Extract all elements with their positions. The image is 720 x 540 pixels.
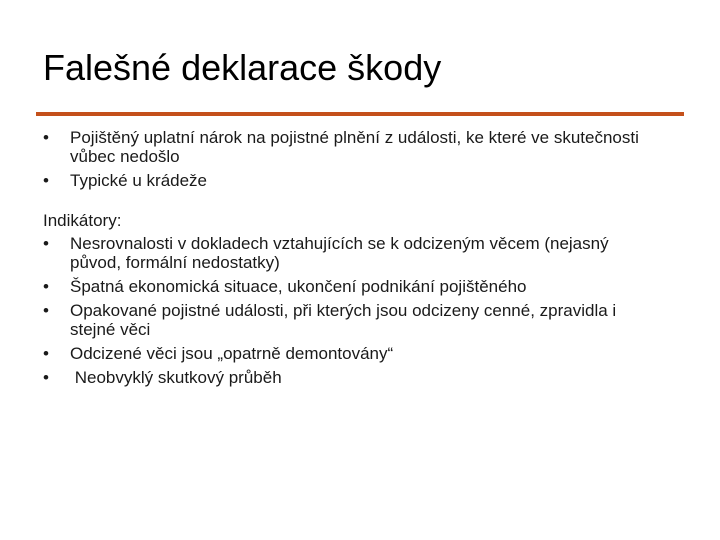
bullet-icon: •	[43, 277, 49, 296]
list-item-text: Opakované pojistné události, při kterých jsou odcizeny cenné, zpravidla i stejné věci	[70, 301, 617, 339]
list-item	[43, 277, 663, 296]
title-divider	[36, 112, 684, 116]
list-item-text: Špatná ekonomická situace, ukončení podnikání pojištěného	[70, 277, 527, 296]
intro-bullet-list	[43, 128, 663, 190]
list-item-text: Odcizené věci jsou „opatrně demontovány“	[70, 344, 394, 363]
slide-title: Falešné deklarace škody	[43, 47, 442, 88]
list-item	[43, 171, 663, 190]
bullet-icon: •	[43, 344, 49, 363]
list-item	[43, 344, 663, 363]
list-item-text: Pojištěný uplatní nárok na pojistné plnění z události, ke které ve skutečnosti vůbec nedošlo	[70, 128, 639, 166]
list-item	[43, 234, 663, 272]
list-item-text: Neobvyklý skutkový průběh	[70, 368, 282, 387]
list-item-text: Nesrovnalosti v dokladech vztahujících se k odcizeným věcem (nejasný původ, formální nedostatky)	[70, 234, 609, 272]
bullet-icon: •	[43, 128, 49, 147]
list-item	[43, 301, 663, 339]
indicators-list	[43, 234, 663, 387]
bullet-icon: •	[43, 234, 49, 253]
list-item	[43, 368, 663, 387]
bullet-icon: •	[43, 301, 49, 320]
bullet-icon: •	[43, 171, 49, 190]
slide-body	[43, 128, 663, 392]
list-item	[43, 128, 663, 166]
indicators-label: Indikátory:	[43, 211, 122, 230]
list-item-text: Typické u krádeže	[70, 171, 208, 190]
bullet-icon: •	[43, 368, 49, 387]
